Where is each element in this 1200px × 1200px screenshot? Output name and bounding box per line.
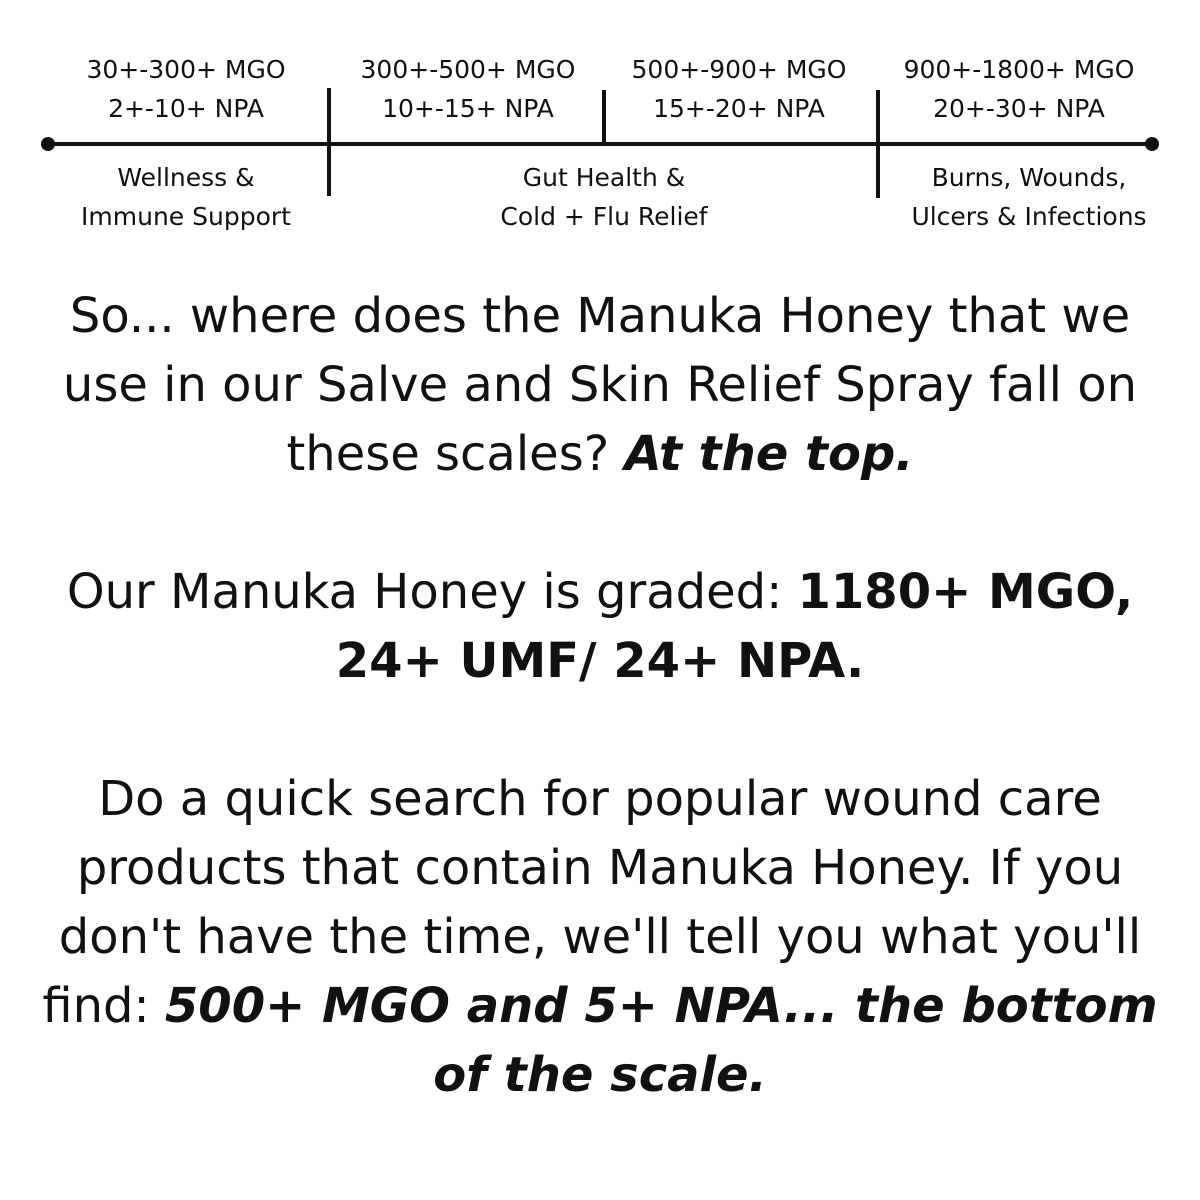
paragraph-emphasis: 1180+ MGO, 24+ UMF/ 24+ NPA. [335,564,1134,689]
range-mgo: 300+-500+ MGO [360,55,576,84]
use-line-1: Wellness & [117,163,255,192]
range-mgo: 500+-900+ MGO [631,55,847,84]
paragraph-grade [40,558,1160,696]
range-label-3 [589,50,889,128]
range-label-2 [318,50,618,128]
scale-right-endpoint [1145,137,1159,151]
use-line-2: Immune Support [81,202,291,231]
paragraph-text: Our Manuka Honey is graded: [66,564,798,620]
range-npa: 20+-30+ NPA [933,94,1105,123]
use-label-burns-wounds [879,158,1179,236]
use-line-1: Gut Health & [522,163,686,192]
paragraph-text: So... where does the Manuka Honey that we use in our Salve and Skin Relief Spray fall on these scales? [62,288,1138,482]
paragraph-where-honey-falls [40,282,1160,489]
range-npa: 2+-10+ NPA [108,94,264,123]
use-line-2: Ulcers & Infections [911,202,1147,231]
range-label-1 [36,50,336,128]
manuka-grading-scale [0,0,1200,250]
use-label-wellness [36,158,336,236]
paragraph-text: Do a quick search for popular wound care products that contain Manuka Honey. If you don't have the time, we'll tell you what you'll find: [42,771,1142,1034]
scale-left-endpoint [41,137,55,151]
body-text [40,282,1160,1110]
use-line-2: Cold + Flu Relief [500,202,708,231]
range-npa: 15+-20+ NPA [653,94,825,123]
range-mgo: 900+-1800+ MGO [903,55,1135,84]
use-label-gut-health [454,158,754,236]
paragraph-competitors [40,765,1160,1110]
paragraph-emphasis: At the top. [624,426,914,482]
paragraph-emphasis: 500+ MGO and 5+ NPA... the bottom of the scale. [164,978,1158,1103]
range-npa: 10+-15+ NPA [382,94,554,123]
use-line-1: Burns, Wounds, [931,163,1127,192]
range-label-4 [869,50,1169,128]
range-mgo: 30+-300+ MGO [86,55,286,84]
